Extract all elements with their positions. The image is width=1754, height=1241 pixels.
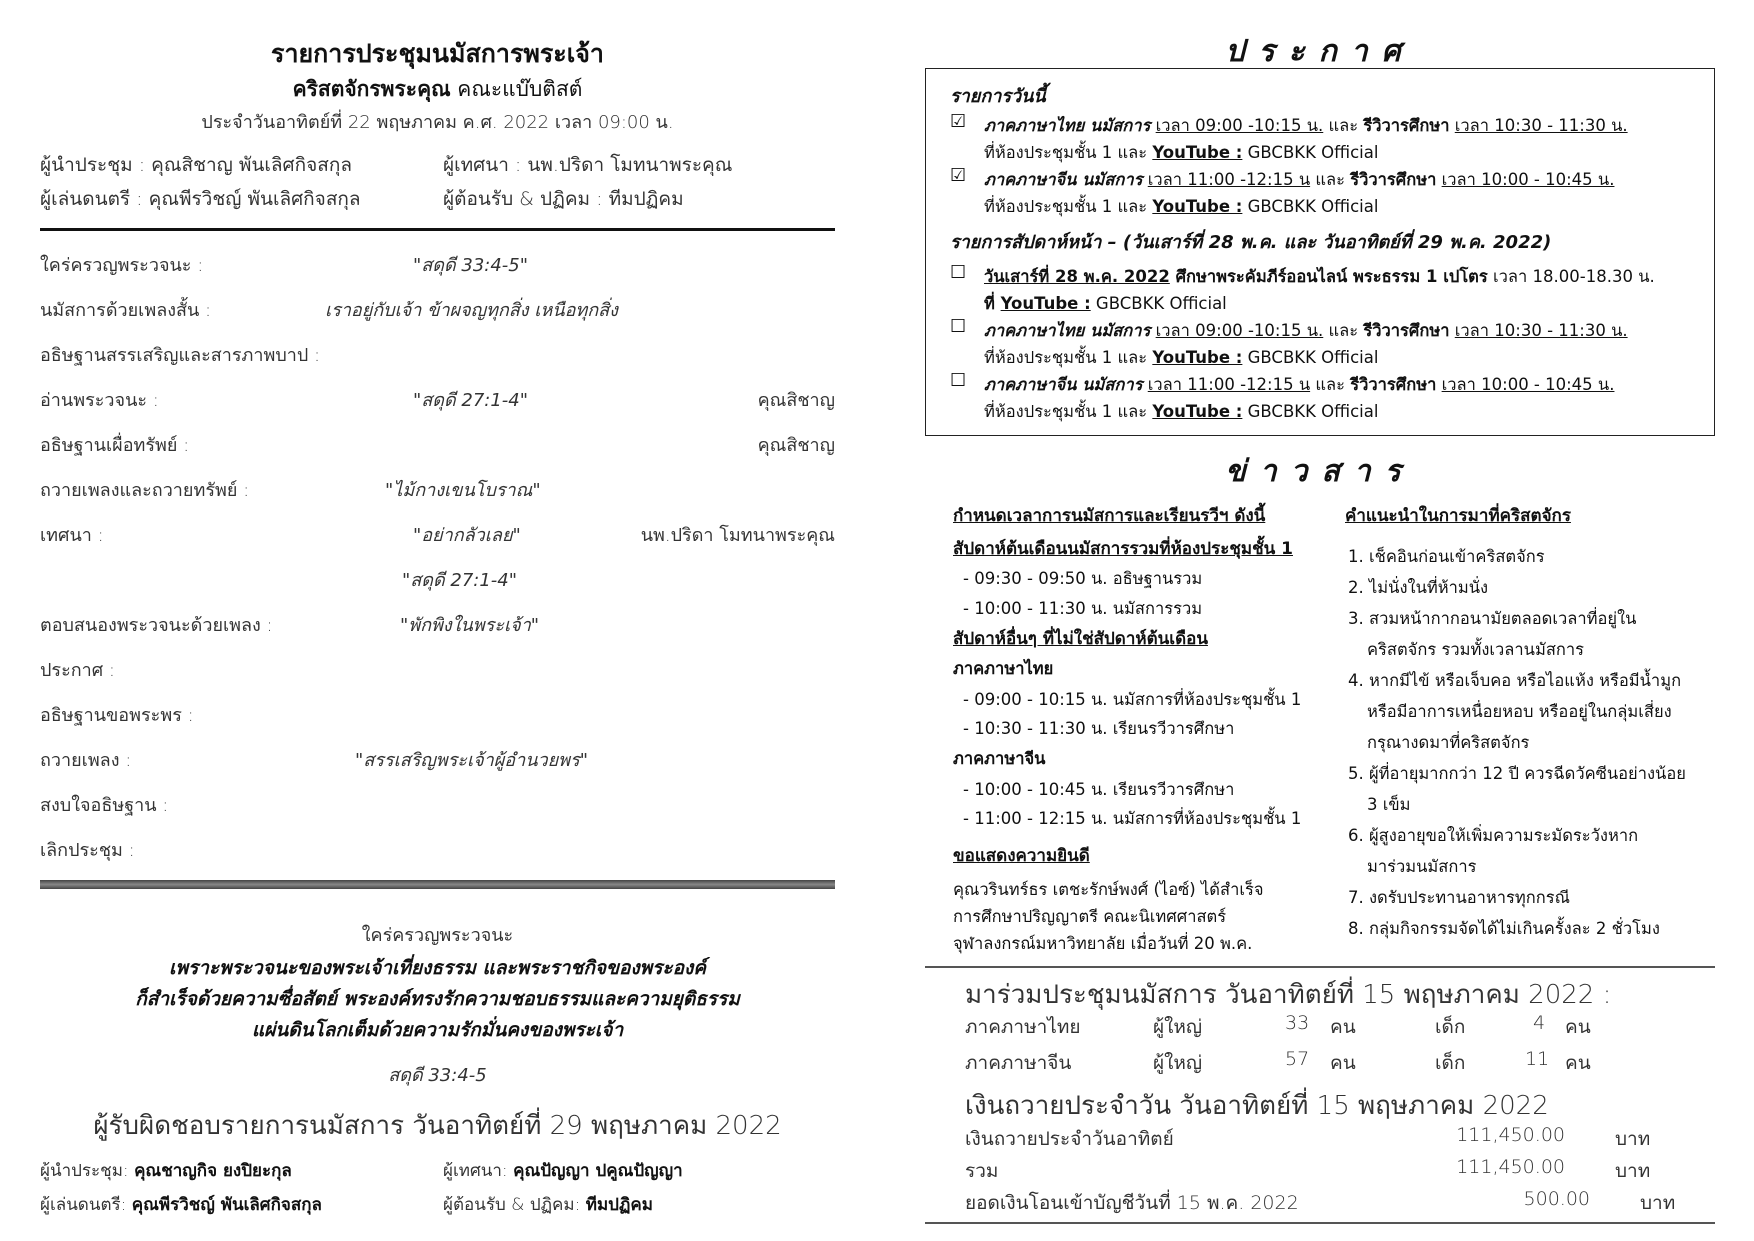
youtube-channel: GBCBKK Official: [1090, 294, 1227, 313]
verse-line: ก็สำเร็จด้วยความซื่อสัตย์ พระองค์ทรงรักความชอบธรรมและความยุติธรรม: [135, 988, 740, 1010]
church-denomination: คณะแบ๊บติสต์: [457, 77, 583, 101]
announcement-header: ประกาศ: [1225, 34, 1415, 69]
today-title: รายการวันนี้: [950, 86, 1046, 107]
today-item-location: [984, 140, 1378, 166]
unit: คน: [1330, 1052, 1356, 1074]
congrats-line: การศึกษาปริญญาตรี คณะนิเทศศาสตร์: [953, 907, 1227, 926]
currency-unit: บาท: [1640, 1192, 1676, 1214]
guideline-num: 5.: [1348, 764, 1364, 783]
week-item-location: [984, 399, 1378, 425]
youtube-channel: GBCBKK Official: [1242, 348, 1379, 367]
adult-count: 57: [1285, 1048, 1310, 1070]
next-musician-name: คุณพีรวิชญ์ พันเลิศกิจสกุล: [131, 1195, 322, 1215]
order-person: คุณสิชาญ: [757, 390, 835, 411]
guideline-num: 8.: [1348, 919, 1364, 938]
child-label: เด็ก: [1435, 1052, 1466, 1074]
today-item-location: [984, 194, 1378, 220]
order-detail: "พักพิงในพระเจ้า": [400, 615, 540, 636]
offering-title: เงินถวายประจำวัน วันอาทิตย์ที่ 15 พฤษภาคม 2022: [965, 1091, 1549, 1121]
divider: [925, 1222, 1715, 1224]
order-label: ถวายเพลงและถวายทรัพย์ :: [40, 480, 250, 501]
item-study: รีวิวารศึกษา: [1363, 321, 1450, 340]
unit: คน: [1565, 1052, 1591, 1074]
adult-label: ผู้ใหญ่: [1153, 1052, 1203, 1074]
guidelines-heading: คำแนะนำในการมาที่คริสตจักร: [1345, 506, 1571, 526]
sat-time: เวลา 18.00-18.30 น.: [1487, 267, 1655, 286]
item-time: เวลา 11:00 -12:15 น: [1147, 375, 1311, 394]
next-leader: [40, 1157, 292, 1184]
order-label: อธิษฐานขอพระพร :: [40, 705, 194, 726]
next-preacher-label: ผู้เทศนา:: [443, 1161, 508, 1181]
guideline-num: 1.: [1348, 547, 1364, 566]
guideline-text: มาร่วมนมัสการ: [1367, 857, 1477, 876]
next-usher-label: ผู้ต้อนรับ & ปฏิคม:: [443, 1195, 581, 1215]
thai-label: ภาคภาษาไทย: [953, 659, 1054, 678]
schedule-item: - 11:00 - 12:15 น. นมัสการที่ห้องประชุมชั้น 1: [963, 809, 1302, 828]
today-item: [984, 167, 1614, 193]
order-label: ใคร่ครวญพระวจนะ :: [40, 255, 204, 276]
order-detail: "สดุดี 33:4-5": [413, 255, 529, 276]
guideline-text: หรือมีอาการเหนื่อยหอบ หรืออยู่ในกลุ่มเสี่ยง: [1367, 702, 1672, 721]
item-time: เวลา 10:00 - 10:45 น.: [1441, 375, 1615, 394]
service-date: ประจำวันอาทิตย์ที่ 22 พฤษภาคม ค.ศ. 2022 เวลา 09:00 น.: [201, 112, 674, 133]
guideline-num: 6.: [1348, 826, 1364, 845]
guideline-num: 7.: [1348, 888, 1364, 907]
youtube-label: YouTube :: [1152, 197, 1243, 216]
youtube-channel: GBCBKK Official: [1242, 402, 1379, 421]
item-study: รีวิวารศึกษา: [1350, 170, 1437, 189]
service-title: รายการประชุมนมัสการพระเจ้า: [271, 39, 604, 68]
item-study: รีวิวารศึกษา: [1350, 375, 1437, 394]
divider: [925, 966, 1715, 968]
chinese-label: ภาคภาษาจีน: [953, 749, 1046, 768]
adult-label: ผู้ใหญ่: [1153, 1016, 1203, 1038]
order-detail: "ไม้กางเขนโบราณ": [385, 480, 541, 501]
order-label: ประกาศ :: [40, 660, 115, 681]
guideline-item: [1348, 823, 1638, 849]
verse-line: เพราะพระวจนะของพระเจ้าเที่ยงธรรม และพระราชกิจของพระองค์: [169, 957, 706, 979]
announcement-box: [925, 68, 1715, 436]
item-lang: ภาคภาษาจีน นมัสการ: [984, 170, 1143, 189]
item-location: ที่ห้องประชุมชั้น 1 และ: [984, 402, 1153, 421]
next-leader-name: คุณชาญกิจ ยงปิยะกุล: [134, 1161, 292, 1181]
offering-amount: 500.00: [1523, 1188, 1590, 1210]
guideline-text: หากมีไข้ หรือเจ็บคอ หรือไอแห้ง หรือมีน้ำมูก: [1369, 671, 1682, 690]
next-leader-label: ผู้นำประชุม:: [40, 1161, 129, 1181]
next-preacher-name: คุณปัญญา ปคูณปัญญา: [513, 1161, 683, 1181]
order-person: คุณสิชาญ: [757, 435, 835, 456]
guideline-text: กลุ่มกิจกรรมจัดได้ไม่เกินครั้งละ 2 ชั่วโมง: [1369, 919, 1660, 938]
offering-label: ยอดเงินโอนเข้าบัญชีวันที่ 15 พ.ค. 2022: [965, 1192, 1299, 1214]
congrats-line: คุณวรินทร์ธร เตชะรักษ์พงศ์ (ไอซ์) ได้สำเร็จ: [953, 880, 1264, 899]
youtube-label: YouTube :: [1152, 143, 1243, 162]
item-join: และ: [1310, 170, 1351, 189]
church-name: [40, 73, 835, 106]
youtube-label: YouTube :: [1000, 294, 1091, 313]
guideline-item: [1348, 544, 1545, 570]
next-week-title: ผู้รับผิดชอบรายการนมัสการ วันอาทิตย์ที่ 29 พฤษภาคม 2022: [93, 1111, 782, 1141]
attendance-group: ภาคภาษาจีน: [965, 1052, 1072, 1074]
church-name-bold: คริสตจักรพระคุณ: [292, 77, 451, 101]
order-label: สงบใจอธิษฐาน :: [40, 795, 169, 816]
item-lang: ภาคภาษาไทย นมัสการ: [984, 116, 1151, 135]
adult-count: 33: [1285, 1012, 1310, 1034]
schedule-item: - 09:30 - 09:50 น. อธิษฐานรวม: [963, 569, 1203, 588]
youtube-channel: GBCBKK Official: [1242, 143, 1379, 162]
schedule-heading: กำหนดเวลาการนมัสการและเรียนรวีฯ ดังนี้: [953, 506, 1266, 526]
guideline-item: [1348, 761, 1686, 787]
week-item-location: [984, 345, 1378, 371]
order-detail: "สรรเสริญพระเจ้าผู้อำนวยพร": [355, 750, 588, 771]
guideline-text: กรุณางดมาที่คริสตจักร: [1367, 733, 1530, 752]
announcements-column: [925, 0, 1715, 1241]
order-label: เทศนา :: [40, 525, 104, 546]
sat-location: ที่: [984, 294, 1001, 313]
schedule-item: - 10:00 - 10:45 น. เรียนรวีวารศึกษา: [963, 780, 1235, 799]
order-label: เลิกประชุม :: [40, 840, 135, 861]
item-join: และ: [1310, 375, 1351, 394]
verse-heading: ใคร่ครวญพระวจนะ: [361, 925, 514, 946]
item-location: ที่ห้องประชุมชั้น 1 และ: [984, 197, 1153, 216]
divider: [40, 228, 835, 231]
item-location: ที่ห้องประชุมชั้น 1 และ: [984, 143, 1153, 162]
order-label: ตอบสนองพระวจนะด้วยเพลง :: [40, 615, 273, 636]
guideline-text: ผู้สูงอายุขอให้เพิ่มความระมัดระวังหาก: [1369, 826, 1639, 845]
sat-text: ศึกษาพระคัมภีร์ออนไลน์ พระธรรม 1 เปโตร: [1169, 267, 1488, 286]
child-label: เด็ก: [1435, 1016, 1466, 1038]
preacher-info: ผู้เทศนา : นพ.ปริดา โมทนาพระคุณ: [443, 154, 733, 176]
order-detail: "อย่ากลัวเลย": [413, 525, 521, 546]
item-time: เวลา 10:30 - 11:30 น.: [1454, 116, 1628, 135]
next-usher-name: ทีมปฏิคม: [585, 1195, 653, 1215]
order-label: นมัสการด้วยเพลงสั้น :: [40, 300, 212, 321]
verse-reference: สดุดี 33:4-5: [388, 1065, 487, 1086]
item-study: รีวิวารศึกษา: [1363, 116, 1450, 135]
item-time: เวลา 09:00 -10:15 น.: [1155, 321, 1324, 340]
week-item: [984, 318, 1628, 344]
next-preacher: [443, 1157, 683, 1184]
musician-info: ผู้เล่นดนตรี : คุณพีรวิชญ์ พันเลิศกิจสกุล: [40, 188, 361, 210]
next-musician: [40, 1191, 322, 1218]
order-person: นพ.ปริดา โมทนาพระคุณ: [640, 525, 835, 546]
congrats-heading: ขอแสดงความยินดี: [953, 846, 1090, 866]
unit: คน: [1565, 1016, 1591, 1038]
item-lang: ภาคภาษาไทย นมัสการ: [984, 321, 1151, 340]
sat-date: วันเสาร์ที่ 28 พ.ค. 2022: [984, 267, 1170, 286]
item-time: เวลา 10:00 - 10:45 น.: [1441, 170, 1615, 189]
unit: คน: [1330, 1016, 1356, 1038]
order-detail: "สดุดี 27:1-4": [402, 570, 518, 591]
guideline-item: [1348, 668, 1681, 694]
first-week-heading: สัปดาห์ต้นเดือนนมัสการรวมที่ห้องประชุมชั้น 1: [953, 539, 1293, 559]
guideline-text: ผู้ที่อายุมากกว่า 12 ปี ควรฉีดวัคซีนอย่างน้อย: [1369, 764, 1686, 783]
week-sat-item: [984, 264, 1655, 290]
empty-box-icon: ☐: [950, 316, 967, 337]
order-of-service: [40, 0, 835, 1241]
guideline-item: [1348, 916, 1660, 942]
guideline-text: เช็คอินก่อนเข้าคริสตจักร: [1369, 547, 1545, 566]
offering-label: เงินถวายประจำวันอาทิตย์: [965, 1128, 1174, 1150]
leader-info: ผู้นำประชุม : คุณสิชาญ พันเลิศกิจสกุล: [40, 154, 352, 176]
empty-box-icon: ☐: [950, 262, 967, 283]
item-time: เวลา 11:00 -12:15 น: [1147, 170, 1311, 189]
item-location: ที่ห้องประชุมชั้น 1 และ: [984, 348, 1153, 367]
verse-line: แผ่นดินโลกเต็มด้วยความรักมั่นคงของพระเจ้า: [251, 1019, 624, 1041]
order-label: อ่านพระวจนะ :: [40, 390, 159, 411]
attendance-group: ภาคภาษาไทย: [965, 1016, 1081, 1038]
divider: [40, 880, 835, 889]
order-detail: "สดุดี 27:1-4": [413, 390, 529, 411]
guideline-num: 2.: [1348, 578, 1364, 597]
youtube-label: YouTube :: [1152, 402, 1243, 421]
guideline-text: ไม่นั่งในที่ห้ามนั่ง: [1369, 578, 1489, 597]
offering-amount: 111,450.00: [1456, 1124, 1565, 1146]
currency-unit: บาท: [1615, 1160, 1651, 1182]
item-time: เวลา 09:00 -10:15 น.: [1155, 116, 1324, 135]
schedule-item: - 10:00 - 11:30 น. นมัสการรวม: [963, 599, 1203, 618]
guideline-num: 4.: [1348, 671, 1364, 690]
attendance-title: มาร่วมประชุมนมัสการ วันอาทิตย์ที่ 15 พฤษภาคม 2022 :: [965, 980, 1612, 1010]
guideline-num: 3.: [1348, 609, 1364, 628]
week-item: [984, 372, 1614, 398]
youtube-channel: GBCBKK Official: [1242, 197, 1379, 216]
other-weeks-heading: สัปดาห์อื่นๆ ที่ไม่ใช่สัปดาห์ต้นเดือน: [953, 629, 1208, 649]
order-label: อธิษฐานเผื่อทรัพย์ :: [40, 435, 190, 456]
usher-info: ผู้ต้อนรับ & ปฏิคม : ทีมปฏิคม: [443, 188, 684, 210]
offering-label: รวม: [965, 1160, 999, 1182]
offering-amount: 111,450.00: [1456, 1156, 1565, 1178]
guideline-text: งดรับประทานอาหารทุกกรณี: [1369, 888, 1570, 907]
child-count: 4: [1533, 1012, 1546, 1034]
next-week-title: รายการสัปดาห์หน้า – (วันเสาร์ที่ 28 พ.ค. และ วันอาทิตย์ที่ 29 พ.ค. 2022): [950, 232, 1552, 253]
item-join: และ: [1323, 116, 1364, 135]
guideline-text: สวมหน้ากากอนามัยตลอดเวลาที่อยู่ใน: [1369, 609, 1637, 628]
checked-box-icon: ☑: [950, 165, 967, 186]
order-detail: เราอยู่กับเจ้า ข้าผจญทุกสิ่ง เหนือทุกสิ่ง: [325, 300, 618, 321]
congrats-line: จุฬาลงกรณ์มหาวิทยาลัย เมื่อวันที่ 20 พ.ค.: [953, 934, 1253, 953]
item-lang: ภาคภาษาจีน นมัสการ: [984, 375, 1143, 394]
guideline-item: [1348, 575, 1488, 601]
week-sat-location: [984, 291, 1227, 317]
order-label: ถวายเพลง :: [40, 750, 132, 771]
next-musician-label: ผู้เล่นดนตรี:: [40, 1195, 127, 1215]
item-join: และ: [1323, 321, 1364, 340]
child-count: 11: [1525, 1048, 1550, 1070]
guideline-text: คริสตจักร รวมทั้งเวลานมัสการ: [1367, 640, 1585, 659]
guideline-text: 3 เข็ม: [1367, 795, 1411, 814]
youtube-label: YouTube :: [1152, 348, 1243, 367]
checked-box-icon: ☑: [950, 111, 967, 132]
today-item: [984, 113, 1628, 139]
empty-box-icon: ☐: [950, 370, 967, 391]
order-label: อธิษฐานสรรเสริญและสารภาพบาป :: [40, 345, 321, 366]
guideline-item: [1348, 885, 1570, 911]
schedule-item: - 10:30 - 11:30 น. เรียนรวีวารศึกษา: [963, 719, 1235, 738]
currency-unit: บาท: [1615, 1128, 1651, 1150]
schedule-item: - 09:00 - 10:15 น. นมัสการที่ห้องประชุมชั้น 1: [963, 690, 1302, 709]
guideline-item: [1348, 606, 1636, 632]
news-header: ข่าวสาร: [1225, 454, 1415, 489]
item-time: เวลา 10:30 - 11:30 น.: [1454, 321, 1628, 340]
next-usher: [443, 1191, 653, 1218]
